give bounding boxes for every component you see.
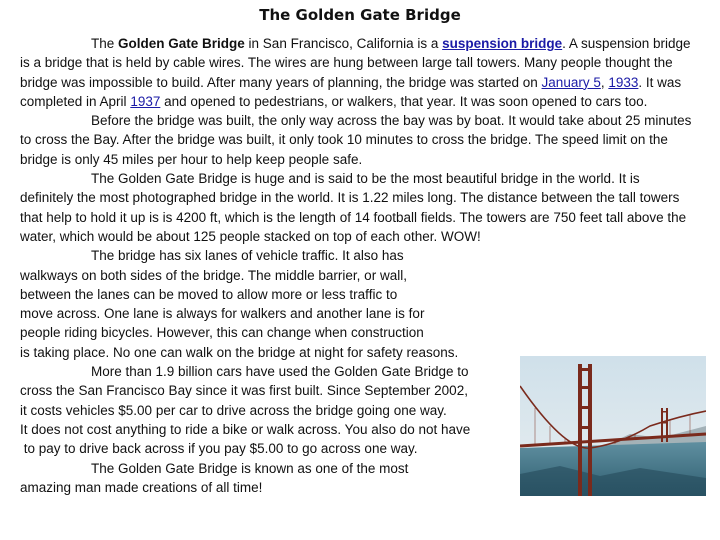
golden-gate-bridge-photo xyxy=(520,356,706,496)
line: it costs vehicles $5.00 per car to drive across the bridge going one way. xyxy=(20,402,447,418)
text-span: , xyxy=(600,74,609,90)
bold-term: Golden Gate Bridge xyxy=(118,36,245,51)
line: to pay to drive back across if you pay $5.00 to go across one way. xyxy=(20,441,418,457)
line: More than 1.9 billion cars have used the Golden Gate Bridge to xyxy=(91,364,469,380)
text-span: The xyxy=(91,36,119,51)
link-1937[interactable]: 1937 xyxy=(130,93,161,109)
line: move across. One lane is always for walkers and another lane is for xyxy=(20,306,425,322)
link-suspension-bridge[interactable]: suspension bridge xyxy=(442,36,563,51)
paragraph-2: Before the bridge was built, the only way across the bay was by boat. It would take about 25 minutes to cross the Bay. After the bridge was built, it only took 10 minutes to cross the bridge. The speed limit on the bridge is only 45 miles per hour to help keep people safe. xyxy=(20,113,692,167)
text-span: . A suspension bridge is a bridge that is held by cable wires. The wires are hung between large tall towers. Many people thought the bridge was impossible to build. After many years of planning, the bridge was started on xyxy=(20,36,691,90)
paragraph-3: The Golden Gate Bridge is huge and is said to be the most beautiful bridge in the world. It is definitely the most photographed bridge in the world. It is 1.22 miles long. The distance between the tall towers that help to hold it up is is 4200 ft, which is the length of 14 football fields. The towers are 750 feet tall above the water, which would be about 125 people stacked on top of each other. WOW! xyxy=(20,171,687,244)
link-1933[interactable]: 1933 xyxy=(608,74,639,90)
paragraph-1 xyxy=(20,34,695,111)
line: is taking place. No one can walk on the bridge at night for safety reasons. xyxy=(20,344,459,360)
text-span: and opened to pedestrians, or walkers, that year. It was soon opened to cars too. xyxy=(160,93,648,109)
line: cross the San Francisco Bay since it was first built. Since September 2002, xyxy=(20,383,468,399)
line: people riding bicycles. However, this can change when construction xyxy=(20,325,424,341)
line: amazing man made creations of all time! xyxy=(20,479,263,495)
line: between the lanes can be moved to allow more or less traffic to xyxy=(20,286,398,302)
link-january-5[interactable]: January 5 xyxy=(541,74,601,90)
line: walkways on both sides of the bridge. The middle barrier, or wall, xyxy=(20,267,407,283)
text-span: . It was completed in April xyxy=(20,74,682,109)
line: It does not cost anything to ride a bike or walk across. You also do not have xyxy=(20,421,471,437)
paragraph-4 xyxy=(20,246,695,362)
bridge-illustration xyxy=(520,356,706,496)
line: The Golden Gate Bridge is known as one of the most xyxy=(91,460,409,476)
page-title: The Golden Gate Bridge xyxy=(259,6,461,24)
text-span: in San Francisco, California is a xyxy=(244,36,443,51)
line: The bridge has six lanes of vehicle traffic. It also has xyxy=(91,248,404,264)
